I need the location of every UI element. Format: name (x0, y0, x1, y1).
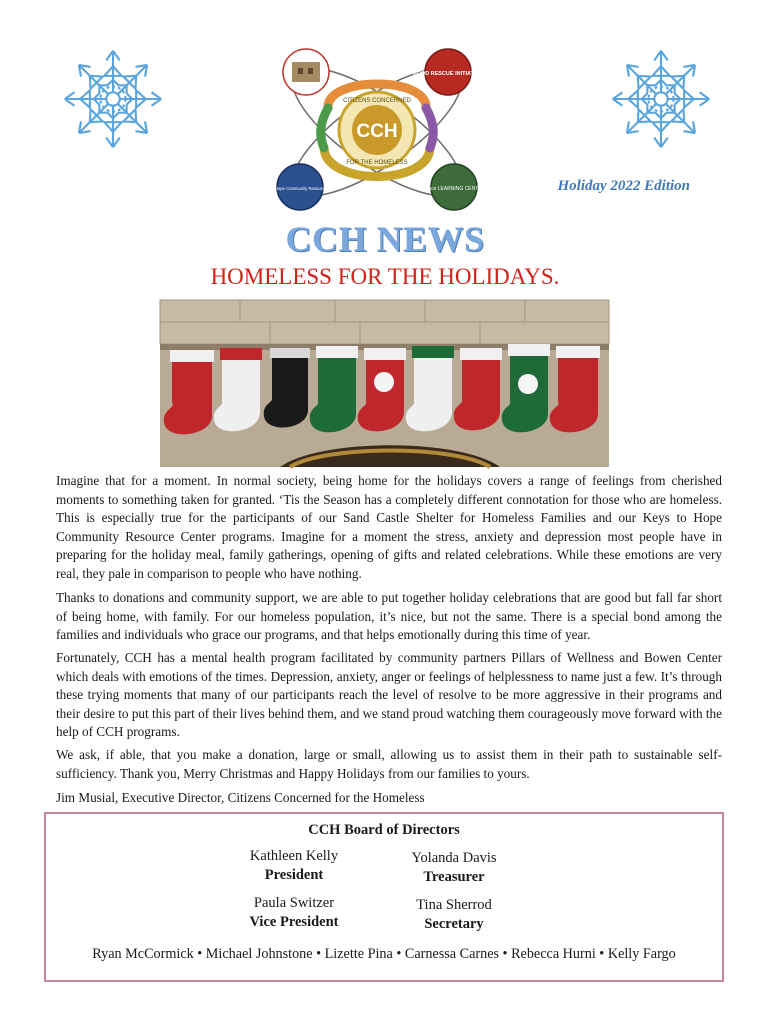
snowflake-icon-right (608, 46, 714, 152)
officer-name: Yolanda Davis (411, 850, 497, 866)
officer-role: Secretary (424, 916, 484, 932)
officer-president (214, 847, 374, 885)
board-title: CCH Board of Directors (308, 822, 460, 838)
keys-to-hope-badge-text: Keys to Hope Community Resource Center (259, 186, 341, 191)
article-paragraph-3: Fortunately, CCH has a mental health program facilitated by community partners Pillars of Wellness and Bowen Center which deals with emotions of the times. Depression, anxiety, anger or feelings of helplessness to name just a few. It’s through these trying moments that many of our participants reach the level of resolve to be more aggressive in their programs and their desire to put this part of their lives behind them, and we stand proud watching them courageously move forward with the help of CCH programs. (56, 650, 722, 740)
board-of-directors-box (44, 812, 724, 982)
cch-logo (259, 46, 486, 218)
officer-role: Vice President (249, 914, 339, 930)
logo-ring-bottom-text: FOR THE HOMELESS (346, 160, 408, 166)
article-paragraph-4: We ask, if able, that you make a donation, large or small, allowing us to assist them in their path to sustainable self-sufficiency. Thank you, Merry Christmas and Happy Holidays from our families to yours. (56, 747, 722, 781)
officer-name: Tina Sherrod (416, 897, 492, 913)
food-rescue-badge-text: FOOD RESCUE INITIATIVE (413, 71, 483, 77)
headline: HOMELESS FOR THE HOLIDAYS. (210, 264, 560, 289)
snowflake-icon-left (60, 46, 166, 152)
officer-secretary (374, 896, 534, 934)
board-members-list: Ryan McCormick • Michael Johnstone • Lizette Pina • Carnessa Carnes • Rebecca Hurni • Kelly Fargo (92, 946, 676, 962)
logo-ring-top-text: CITIZENS CONCERNED (343, 98, 411, 104)
officer-role: President (264, 867, 324, 883)
article-paragraph-1: Imagine that for a moment. In normal society, being home for the holidays covers a range of feelings from cherished moments to something taken for granted. ‘Tis the Season has a completely different connotation for those who are homeless. This is especially true for the participants of our Sand Castle Shelter for Homeless Families and our Keys to Hope Community Resource Center programs. Imagine for a moment the stress, anxiety and depression most people have in preparing for the holiday meal, family gatherings, opening of gifts and related celebrations. While these emotions are very real, they pale in comparison to people who have nothing. (56, 473, 722, 581)
stocking-icon-row (164, 344, 600, 434)
article-paragraph-2: Thanks to donations and community support, we are able to put together holiday celebrations that are good but fall far short of being home, with family. For our homeless population, it’s nice, but not the same. There is a special bond among the families and individuals who grace our programs, and that helps emotionally during this time of year. (56, 590, 722, 643)
edition-label: Holiday 2022 Edition (557, 178, 690, 194)
officer-name: Kathleen Kelly (249, 848, 339, 864)
officer-name: Paula Switzer (253, 895, 335, 911)
officer-treasurer (374, 849, 534, 887)
grace-badge-text: Grace LEARNING CENTER (422, 186, 486, 192)
logo-center-text: CCH (356, 121, 398, 142)
masthead-title: CCH NEWS (285, 219, 485, 259)
officer-role: Treasurer (423, 869, 485, 885)
officer-vice-president (214, 894, 374, 932)
stockings-photo (160, 300, 609, 467)
article-signature: Jim Musial, Executive Director, Citizens Concerned for the Homeless (56, 790, 425, 805)
